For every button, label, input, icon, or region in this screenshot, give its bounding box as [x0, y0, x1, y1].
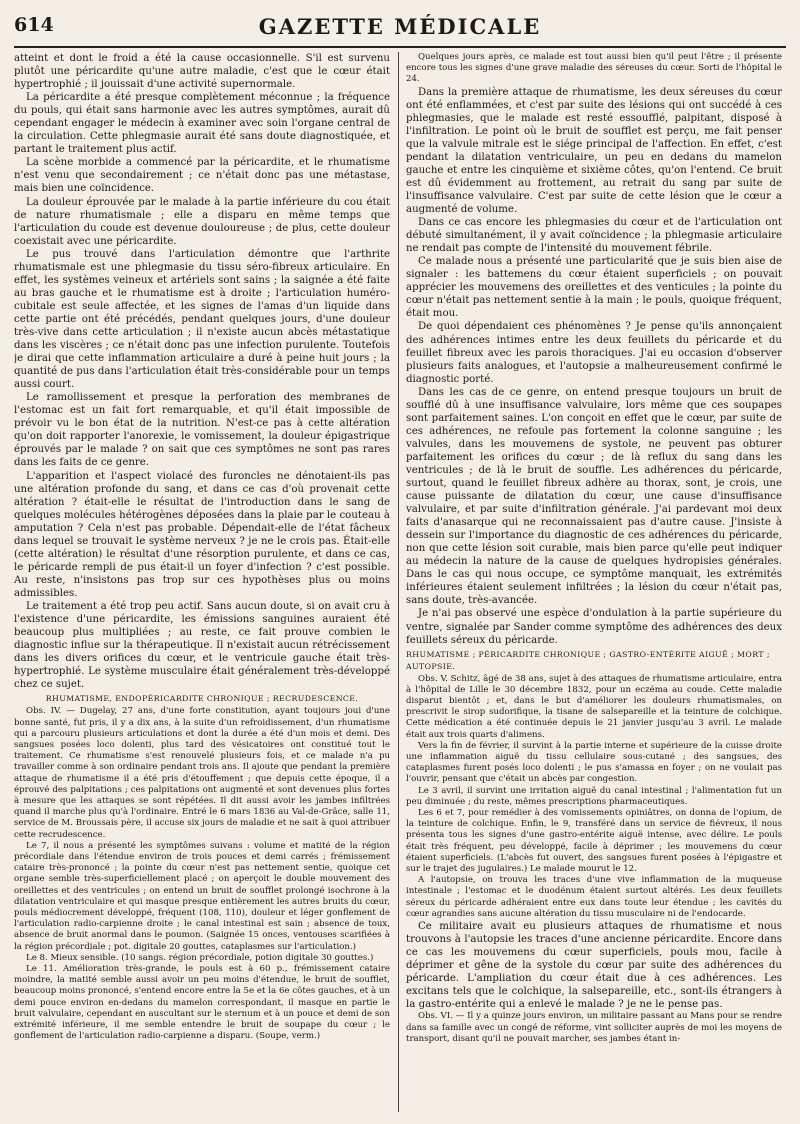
case-paragraph: A l'autopsie, on trouva les traces d'une vive inflammation de la muqueuse intestinale ; l'estomac et le duodénum étaient surtout altérés. Les deux feuillets séreux du péricarde adhéraient entre eux dans toute leur étendue ; les cavités du cœur agrandies sans aucune altération du tissu musculaire ni de l'endocarde.	[406, 875, 782, 919]
paragraph: La péricardite a été presque complètement méconnue ; la fréquence du pouls, qui était sans harmonie avec les autres symptômes, aurait dû cependant engager le médecin à examiner avec soin l'organe central de la circulation. Cette phlegmasie aurait été sans doute diagnostiquée, et partant le traitement plus actif.	[14, 92, 390, 156]
paragraph: La douleur éprouvée par le malade à la partie inférieure du cou était de nature rhumatismale ; elle a disparu en même temps que l'articulation du coude est devenue douloureuse ; de plus, cette douleur coexistait avec une péricardite.	[14, 196, 390, 247]
paragraph: L'apparition et l'aspect violacé des furoncles ne dénotaient-ils pas une altération profonde du sang, et dans ce cas d'où provenait cette altération ? était-elle le résultat de l'introduction dans le sang de quelques molécules hétérogènes déposées dans la plaie par le couteau à amputation ? Cela n'est pas probable. Dépendait-elle de l'état fâcheux dans lequel se trouvait le système nerveux ? je ne le crois pas. Était-elle (cette altération) le résultat d'une résorption purulente, et dans ce cas, le péricarde rempli de pus était-il un foyer d'infection ? c'est possible. Au reste, n'insistons pas trop sur ces hypothèses plus ou moins admissibles.	[14, 470, 390, 599]
section-heading: RHUMATISME, ENDOPÉRICARDITE CHRONIQUE ; RECRUDESCENCE.	[45, 694, 359, 704]
running-title: GAZETTE MÉDICALE	[258, 14, 542, 39]
paragraph: Je n'ai pas observé une espèce d'ondulation à la partie supérieure du ventre, signalée par Sander comme symptôme des adhérences des deux feuillets séreux du péricarde.	[406, 608, 782, 646]
paragraph: Ce malade nous a présenté une particularité que je suis bien aise de signaler : les battemens du cœur étaient superficiels ; on pouvait apprécier les mouvemens des oreillettes et des venticules ; la pointe du cœur n'était pas nettement sentie à la main ; le pouls, quoique fréquent, était mou.	[406, 256, 782, 320]
case-paragraph: Le 3 avril, il survint une irritation aiguë du canal intestinal ; l'alimentation fut un peu diminuée ; du reste, mêmes prescriptions pharmaceutiques.	[406, 785, 782, 807]
paragraph: Dans les cas de ce genre, on entend presque toujours un bruit de soufflé dû à une insuffisance valvulaire, lors même que ces soupapes sont parfaitement saines. L'on conçoit en effet que le cœur, par suite de ces adhérences, ne refoule pas fortement la colonne sanguine ; les valvules, dans les mouvemens de systole, ne peuvent pas obturer parfaitement les orifices du cœur ; de là reflux du sang dans les ventricules ; de là le bruit de souffle. Les adhérences du péricarde, surtout, quand le feuillet fibreux adhère au thorax, sont, je crois, une cause puissante de dilatation du cœur, une cause d'insuffisance valvulaire, et par suite d'infiltration générale. J'ai pardevant moi deux faits d'anasarque qui ne reconnaissaient pas d'autre cause. J'insiste à dessein sur l'importance du diagnostic de ces adhérences du péricarde, non que cette lésion soit curable, mais bien parce qu'elle peut indiquer au médecin la nature de la cause de quelques hydropisies générales. Dans le cas qui nous occupe, ce symptôme manquait, les extrémités inférieures étaient seulement infiltrées ; la lésion du cœur n'était pas, sans doute, très-avancée.	[406, 386, 782, 607]
paragraph: atteint et dont le froid a été la cause occasionnelle. S'il est survenu plutôt une péricardite qu'une autre maladie, c'est que le cœur était hypertrophié ; il jouissait d'une activité supernormale.	[14, 53, 390, 91]
paragraph: Dans ce cas encore les phlegmasies du cœur et de l'articulation ont débuté simultanément, il y avait coïncidence ; la phlegmasie articulaire ne rendait pas compte de l'intensité du mouvement fébrile.	[406, 217, 782, 255]
case-paragraph: Le 8. Mieux sensible. (10 sangs. région précordiale, potion digitale 30 gouttes.)	[26, 952, 374, 963]
paragraph: Ce militaire avait eu plusieurs attaques de rhumatisme et nous trouvons à l'autopsie les traces d'une ancienne péricardite. Encore dans ce cas les mouvemens du cœur superficiels, pouls mou, facile à déprimer et gêne de la systole du cœur par suite des adhérences du péricarde. L'ampliation du cœur était due à ces adhérences. Les excitans tels que le colchique, la salsepareille, etc., sont-ils étrangers à la gastro-entérite qui a enlevé le malade ? je ne le pense pas.	[406, 921, 782, 1011]
paragraph: Dans la première attaque de rhumatisme, les deux séreuses du cœur ont été enflammées, et c'est par suite des lésions qui ont succédé à ces phlegmasies, que le malade est resté essoufflé, palpitant, disposé à l'infiltration. Le point où le bruit de soufflet est perçu, me fait penser que la valvule mitrale est le siége principal de l'affection. En effet, c'est pendant la dilatation ventriculaire, un peu en dedans du mamelon gauche et entre les cinquième et sixième côtes, qu'on l'entend. Ce bruit est dû évidemment au frottement, au retrait du sang par suite de l'insuffisance valvulaire. C'est par suite de cette lésion que le cœur a augmenté de volume.	[406, 86, 782, 216]
paragraph: Le pus trouvé dans l'articulation démontre que l'arthrite rhumatismale est une phlegmasie du tissu séro-fibreux articulaire. En effet, les systèmes veineux et artériels sont sains ; la saignée a été faite au bras gauche et le rhumatisme est à droite ; l'articulation huméro-cubitale est seule affectée, et les signes de l'amas d'un liquide dans cette partie ont été précédés, pendant quelques jours, d'une douleur très-vive dans cette articulation ; il n'existe aucun abcès métastatique dans les viscères ; ce n'était donc pas une infection purulente. Toutefois je dirai que cette inflammation articulaire a duré à peine huit jours ; la quantité de pus dans l'articulation était très-considérable pour un temps aussi court.	[14, 248, 390, 391]
case-paragraph: Obs. VI. — Il y a quinze jours environ, un militaire passant au Mans pour se rendre dans sa famille avec un congé de réforme, vint solliciter auprès de moi les moyens de transport, disant qu'il ne pouvait marcher, ses jambes étant in-	[406, 1011, 782, 1044]
paragraph: Le ramollissement et presque la perforation des membranes de l'estomac est un fait fort remarquable, et qu'il était impossible de prévoir vu le bon état de la nutrition. N'est-ce pas à cette altération qu'on doit rapporter l'anorexie, le vomissement, la douleur épigastrique éprouvés par le malade ? on sait que ces symptômes ne sont pas rares dans les faits de ce genre.	[14, 392, 390, 469]
page-header	[14, 10, 786, 48]
case-paragraph: Obs. V. Schitz, âgé de 38 ans, sujet à des attaques de rhumatisme articulaire, entra à l'hôpital de Lille le 30 décembre 1832, pour un eczéma au coude. Cette maladie disparut bientôt ; et, dans le but d'améliorer les douleurs rhumatismales, on prescrivit le sirop sudorifique, la tisane de salsepareille et la teinture de colchique. Cette médication a été continuée depuis le 21 janvier jusqu'au 3 avril. Le malade était aux trois quarts d'alimens.	[406, 673, 782, 740]
paragraph: De quoi dépendaient ces phénomènes ? Je pense qu'ils annonçaient des adhérences intimes entre les deux feuillets du péricarde et du feuillet fibreux avec les parois thoraciques. J'ai eu occasion d'observer plusieurs faits analogues, et l'autopsie a malheureusement confirmé le diagnostic porté.	[406, 321, 782, 385]
paragraph: Le traitement a été trop peu actif. Sans aucun doute, si on avait cru à l'existence d'une péricardite, les émissions sanguines auraient été beaucoup plus multipliées ; au reste, ce fait prouve combien le diagnostic influe sur la thérapeutique. Il n'existait aucun rétrécissement dans les divers orifices du cœur, et le ventricule gauche était très-hypertrophié. Le système musculaire était généralement très-développé chez ce sujet.	[14, 600, 390, 691]
section-heading: RHUMATISME ; PÉRICARDITE CHRONIQUE ; GASTRO-ENTÉRITE AIGUË ; MORT ; AUTOPSIE.	[406, 649, 770, 671]
case-paragraph: Les 6 et 7, pour remédier à des vomissements opiniâtres, on donna de l'opium, de la teinture de colchique. Enfin, le 9, transféré dans un service de fiévreux, il nous présenta tous les signes d'une gastro-entérite aiguë intense, avec délire. Le pouls était très fréquent, peu développé, facile à déprimer ; les mouvemens du cœur étaient superficiels. (L'abcès fut ouvert, des sangsues furent posées à l'épigastre et sur le trajet des jugulaires.) Le malade mourut le 12.	[406, 808, 782, 875]
left-column	[14, 52, 390, 1118]
right-column	[406, 52, 782, 1118]
case-paragraph: Le 11. Amélioration très-grande, le pouls est à 60 p., frémissement cataire moindre, la matité semble aussi avoir un peu moins d'étendue, le bruit de soufflet, beaucoup moins prononcé, s'entend encore entre la 5e et la 6e côtes gauches, et à un demi pouce environ en-dedans du mamelon correspondant, il masque en partie le bruit valvulaire, cependant en auscultant sur le sternum et à un pouce et demi de son extrémité inférieure, il me semble entendre le bruit de soupape du cœur ; le gonflement de l'articulation radio-carpienne a disparu. (Soupe, verm.)	[14, 963, 390, 1042]
case-paragraph: Vers la fin de février, il survint à la partie interne et supérieure de la cuisse droite une inflammation aiguë du tissu cellulaire sous-cutané ; des sangsues, des cataplasmes furent posés loco dolenti ; le pus s'amassa en foyer ; on ne voulait pas l'ouvrir, pensant que c'était un abcès par congestion.	[406, 740, 782, 785]
case-paragraph: Quelques jours après, ce malade est tout aussi bien qu'il peut l'être ; il présente encore tous les signes d'une grave maladie des séreuses du cœur. Sorti de l'hôpital le 24.	[406, 52, 782, 85]
page-number: 614	[14, 14, 54, 36]
paragraph: La scène morbide a commencé par la péricardite, et le rhumatisme n'est venu que secondairement ; ce n'était donc pas une métastase, mais bien une coïncidence.	[14, 157, 390, 195]
case-paragraph: Le 7, il nous a présenté les symptômes suivans : volume et matité de la région précordiale dans l'étendue environ de trois pouces et demi carrés ; frémissement cataire très-prononcé ; la pointe du cœur n'est pas nettement sentie, quoique cet organe semble très-superficiellement placé ; on aperçoit le double mouvement des oreillettes et des ventricules ; on entend un bruit de soufflet prolongé isochrone à la dilatation ventriculaire et qui masque presque entièrement les autres bruits du cœur, pouls médiocrement développé, fréquent (108, 110), douleur et léger gonflement de l'articulation radio-carpienne droite ; le canal intestinal est sain ; absence de toux, absence de bruit anormal dans le poumon. (Saignée 15 onces, ventouses scarifiées à la région précordiale ; pot. digitale 20 gouttes, cataplasmes sur l'articulation.)	[14, 840, 390, 952]
column-divider	[398, 52, 399, 1112]
case-paragraph: Obs. IV. — Dugelay, 27 ans, d'une forte constitution, ayant toujours joui d'une bonne santé, fut pris, il y a dix ans, à la suite d'un refroidissement, d'un rhumatisme qui a parcouru plusieurs articulations et dont la durée a été d'un mois et demi. Des sangsues posées loco dolenti, plus tard des vésicatoires ont constitué tout le traitement. Ce rhumatisme s'est renouvelé plusieurs fois, et ce malade n'a pu travailler comme à son ordinaire pendant trois ans. Il ajoute que pendant la première attaque de rhumatisme il a été pris d'étouffement ; que depuis cette époque, il a éprouvé des palpitations ; ces palpitations ont augmenté et sont devenues plus fortes à mesure que les attaques se sont répétées. Il dit aussi avoir les jambes infiltrées quand il marche plus qu'à l'ordinaire. Entré le 6 mars 1836 au Val-de-Grâce, salle 11, service de M. Broussais père, il accuse six jours de maladie et ne sait à quoi attribuer cette recrudescence.	[14, 706, 390, 840]
